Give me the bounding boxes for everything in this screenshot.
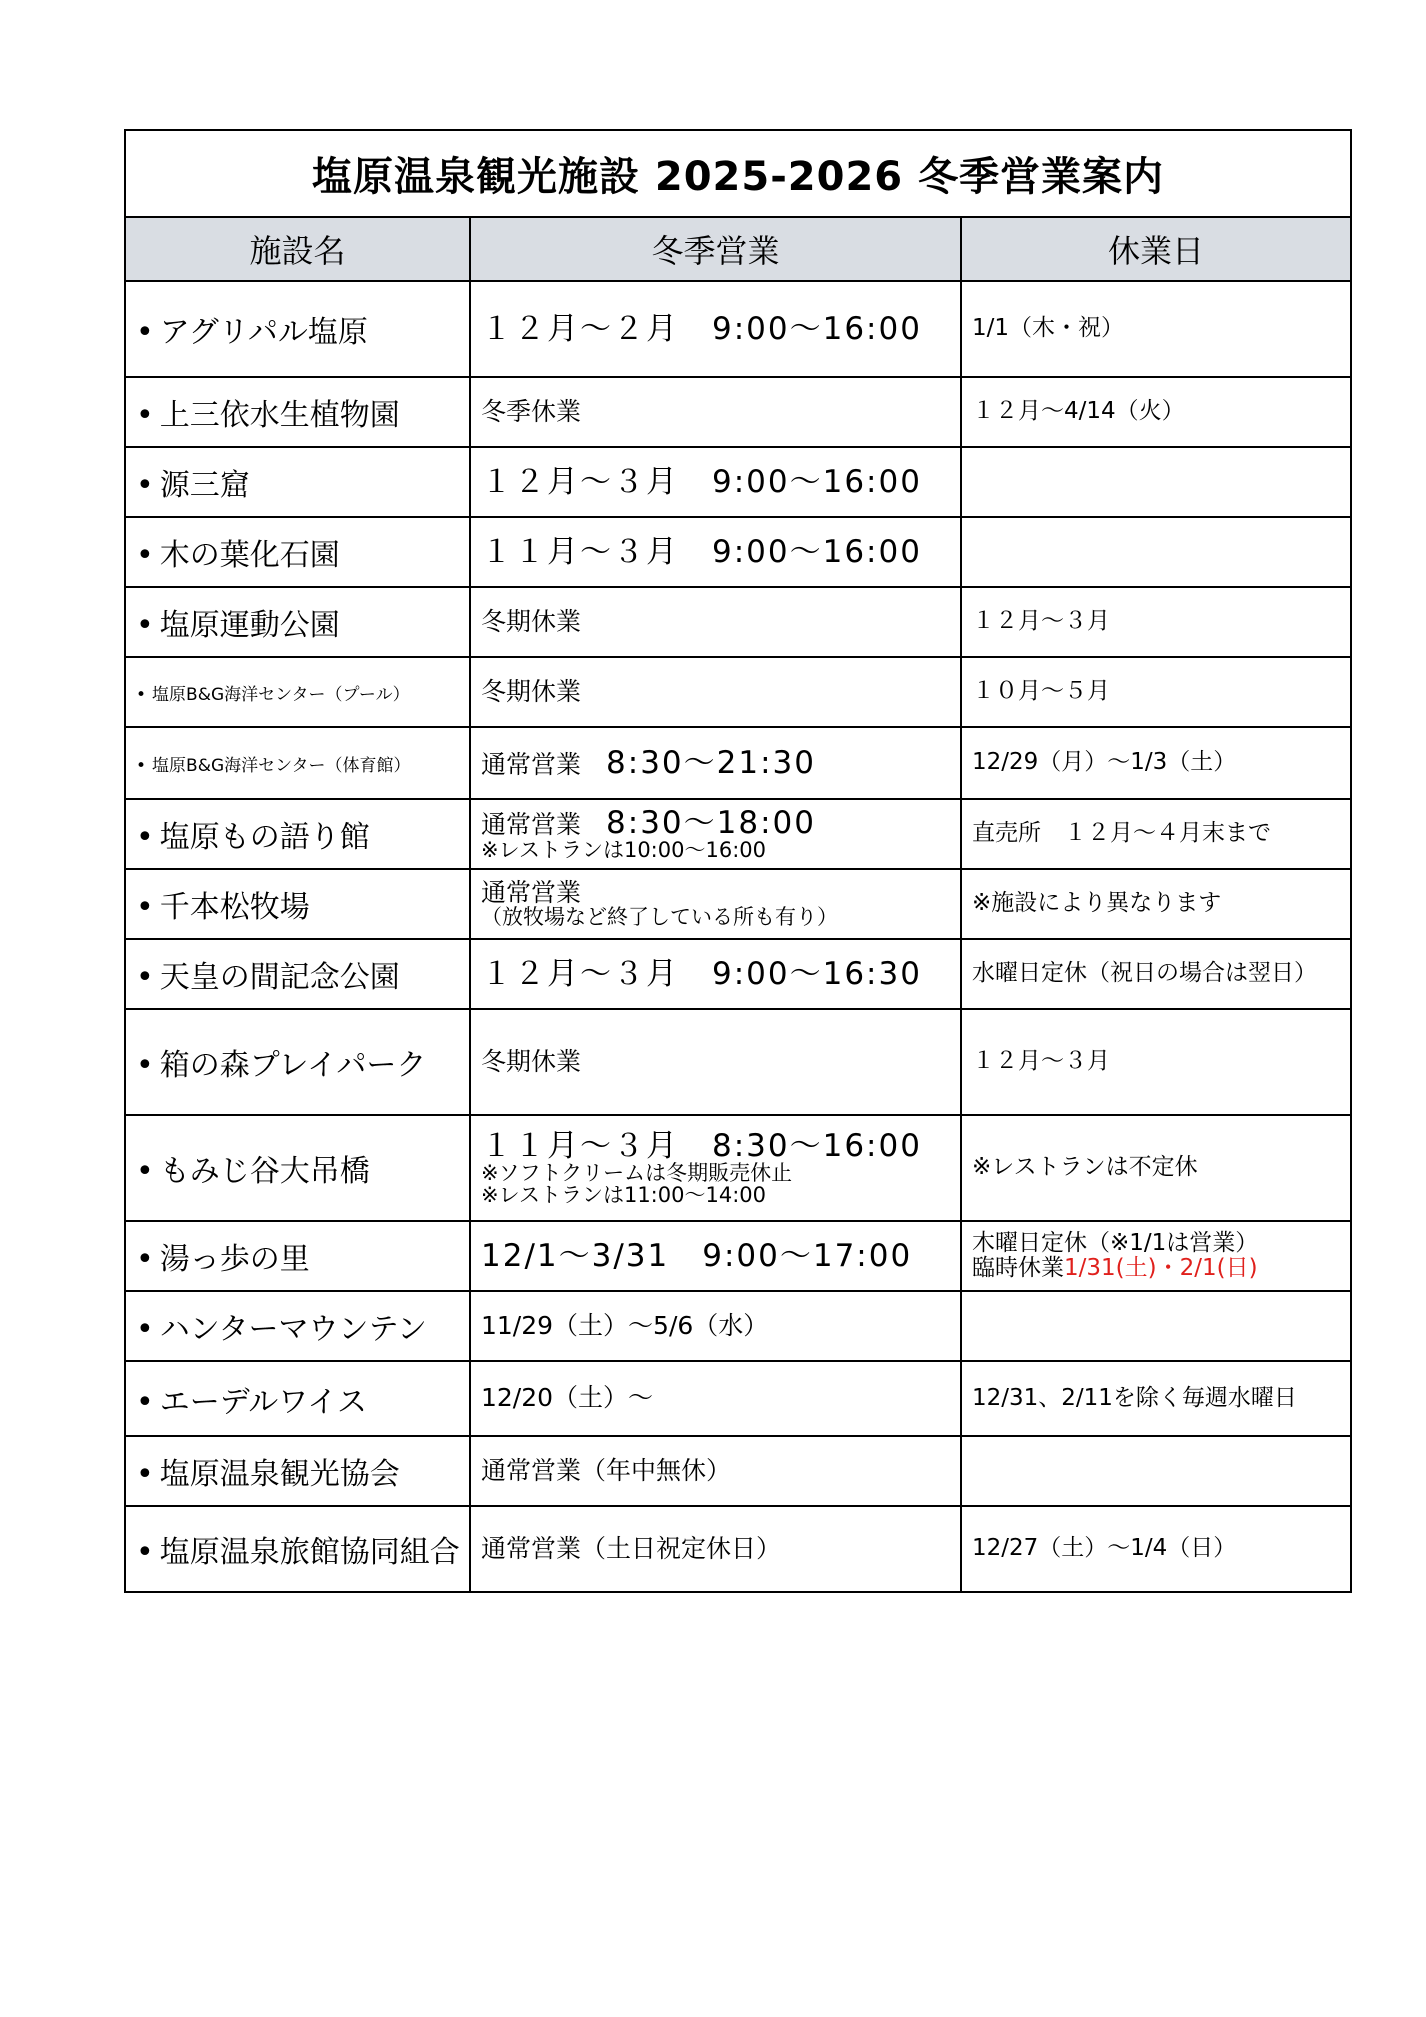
winter-hours-cell <box>470 517 961 587</box>
facility-name-cell <box>125 1221 470 1291</box>
closed-days-cell <box>961 727 1351 799</box>
winter-status: 冬期休業 <box>481 676 582 706</box>
facility-name: 塩原B&G海洋センター（プール） <box>152 684 410 705</box>
table-row <box>125 447 1351 517</box>
facility-name: 上三依水生植物園 <box>159 398 400 433</box>
closed-days-cell <box>961 869 1351 939</box>
winter-hours-cell <box>470 799 961 869</box>
closed-days: 12/31、2/11を除く毎週水曜日 <box>972 1384 1297 1411</box>
bullet-icon: • <box>136 820 154 855</box>
closed-days-cell <box>961 1009 1351 1115</box>
closed-days-cell <box>961 447 1351 517</box>
winter-hours: １２月～３月 9:00～16:00 <box>481 463 922 500</box>
facility-name: アグリパル塩原 <box>159 315 368 350</box>
winter-hours-cell <box>470 727 961 799</box>
winter-status: 通常営業 <box>481 877 582 907</box>
winter-hours-cell <box>470 447 961 517</box>
facility-name: 箱の森プレイパーク <box>159 1048 427 1083</box>
closed-days: １２月～３月 <box>972 608 1110 635</box>
closed-days: 直売所 １２月～４月末まで <box>972 820 1271 847</box>
closed-days-cell <box>961 517 1351 587</box>
bullet-icon: • <box>136 1154 154 1189</box>
bullet-icon: • <box>136 1535 154 1570</box>
winter-hours-cell <box>470 1436 961 1506</box>
hours-note: （放牧場など終了している所も有り） <box>481 905 838 930</box>
bullet-icon: • <box>136 608 154 643</box>
facility-name: 湯っ歩の里 <box>159 1242 310 1277</box>
temporary-closure-dates: 1/31(土)・2/1(日) <box>1064 1255 1258 1281</box>
winter-status: 通常営業 <box>481 809 582 839</box>
facility-name: 塩原もの語り館 <box>159 820 370 855</box>
winter-status: 通常営業 <box>481 749 582 779</box>
table-row <box>125 1436 1351 1506</box>
table-row <box>125 1361 1351 1436</box>
closed-days-cell <box>961 939 1351 1009</box>
closed-days: １２月～３月 <box>972 1048 1110 1075</box>
table-row <box>125 657 1351 727</box>
winter-status: 冬季休業 <box>481 396 582 426</box>
closed-days: 12/29（月）～1/3（土） <box>972 749 1237 776</box>
facility-name: 塩原運動公園 <box>159 608 340 643</box>
facility-name: エーデルワイス <box>159 1384 368 1420</box>
winter-hours: 8:30～18:00 <box>606 804 816 841</box>
table-row <box>125 869 1351 939</box>
winter-status: 通常営業（年中無休） <box>481 1455 732 1485</box>
closed-days-cell <box>961 281 1351 377</box>
bullet-icon: • <box>136 755 147 776</box>
bullet-icon: • <box>136 1457 154 1492</box>
winter-hours-cell <box>470 1221 961 1291</box>
bullet-icon: • <box>136 538 154 573</box>
header-row <box>125 217 1351 281</box>
winter-hours: １２月～３月 9:00～16:30 <box>481 955 922 992</box>
facility-name: 塩原温泉観光協会 <box>159 1457 400 1492</box>
bullet-icon: • <box>136 468 154 503</box>
closed-days: 水曜日定休（祝日の場合は翌日） <box>972 960 1317 987</box>
closed-days: 1/1（木・祝） <box>972 315 1125 342</box>
winter-hours-cell <box>470 1291 961 1361</box>
facility-name: 塩原B&G海洋センター（体育館） <box>152 755 411 776</box>
winter-hours-cell <box>470 869 961 939</box>
closed-days-cell <box>961 657 1351 727</box>
closed-days-cell <box>961 1436 1351 1506</box>
closed-days: １０月～５月 <box>972 678 1110 705</box>
winter-status: 通常営業（土日祝定休日） <box>481 1533 782 1563</box>
winter-status: 12/20（土）～ <box>481 1383 654 1413</box>
facility-name-cell <box>125 1436 470 1506</box>
facility-name-cell <box>125 799 470 869</box>
schedule-sheet <box>124 129 1350 1593</box>
facility-name-cell <box>125 281 470 377</box>
bullet-icon: • <box>136 1312 154 1347</box>
table-row <box>125 799 1351 869</box>
winter-hours-cell <box>470 281 961 377</box>
winter-hours-cell <box>470 1009 961 1115</box>
table-row <box>125 1506 1351 1592</box>
bullet-icon: • <box>136 398 154 433</box>
table-row <box>125 517 1351 587</box>
winter-status: 冬期休業 <box>481 1046 582 1076</box>
facility-name-cell <box>125 517 470 587</box>
closed-days: １２月～4/14（火） <box>972 398 1185 425</box>
facility-name-cell <box>125 1291 470 1361</box>
table-row <box>125 377 1351 447</box>
facility-name-cell <box>125 1009 470 1115</box>
facility-name-cell <box>125 377 470 447</box>
facility-name: 天皇の間記念公園 <box>159 960 400 995</box>
closed-days: 12/27（土）～1/4（日） <box>972 1535 1237 1562</box>
bullet-icon: • <box>136 1384 154 1420</box>
facility-name: 塩原温泉旅館協同組合 <box>159 1535 460 1570</box>
table-row <box>125 1009 1351 1115</box>
hours-note: ※レストランは11:00～14:00 <box>481 1183 767 1208</box>
facility-rows <box>125 281 1351 1592</box>
closed-days-cell <box>961 1115 1351 1221</box>
closed-days-cell <box>961 587 1351 657</box>
winter-hours: 8:30～21:30 <box>606 744 816 781</box>
facility-name-cell <box>125 657 470 727</box>
header-facility: 施設名 <box>125 217 470 281</box>
temporary-closure-label: 臨時休業 <box>972 1255 1064 1281</box>
facility-name-cell <box>125 727 470 799</box>
closed-days-cell <box>961 1506 1351 1592</box>
header-winter-hours: 冬季営業 <box>470 217 961 281</box>
winter-hours-cell <box>470 657 961 727</box>
winter-hours: １１月～３月 8:30～16:00 <box>481 1127 922 1164</box>
facility-name-cell <box>125 939 470 1009</box>
facility-name-cell <box>125 869 470 939</box>
facility-name: 千本松牧場 <box>159 890 310 925</box>
facility-name: 源三窟 <box>159 468 250 503</box>
winter-hours: 12/1～3/31 9:00～17:00 <box>481 1237 913 1274</box>
facility-name-cell <box>125 1506 470 1592</box>
facility-name: もみじ谷大吊橋 <box>159 1154 370 1189</box>
closed-days: 木曜日定休（※1/1は営業） <box>972 1229 1259 1256</box>
winter-hours-cell <box>470 1115 961 1221</box>
winter-hours-cell <box>470 377 961 447</box>
closed-days: ※レストランは不定休 <box>972 1154 1198 1181</box>
table-row <box>125 727 1351 799</box>
winter-hours-cell <box>470 587 961 657</box>
table-row <box>125 1115 1351 1221</box>
bullet-icon: • <box>136 960 154 995</box>
bullet-icon: • <box>136 684 147 705</box>
winter-status: 11/29（土）～5/6（水） <box>481 1310 769 1340</box>
facility-name-cell <box>125 587 470 657</box>
closed-days-cell <box>961 377 1351 447</box>
closed-days-cell <box>961 1361 1351 1436</box>
table-row <box>125 1221 1351 1291</box>
page-title: 塩原温泉観光施設 2025-2026 冬季営業案内 <box>125 130 1351 217</box>
bullet-icon: • <box>136 315 154 350</box>
closed-days-cell <box>961 1291 1351 1361</box>
winter-hours-cell <box>470 1361 961 1436</box>
bullet-icon: • <box>136 1242 154 1277</box>
facility-name-cell <box>125 1361 470 1436</box>
facility-name-cell <box>125 447 470 517</box>
table-row <box>125 939 1351 1009</box>
winter-hours-cell <box>470 939 961 1009</box>
closed-days-cell <box>961 1221 1351 1291</box>
bullet-icon: • <box>136 890 154 925</box>
bullet-icon: • <box>136 1048 154 1083</box>
closed-days: ※施設により異なります <box>972 890 1222 917</box>
hours-note: ※レストランは10:00～16:00 <box>481 838 767 863</box>
facility-name-cell <box>125 1115 470 1221</box>
winter-hours: １２月～２月 9:00～16:00 <box>481 310 922 347</box>
facility-name: ハンターマウンテン <box>159 1312 428 1347</box>
closed-days-cell <box>961 799 1351 869</box>
facility-name: 木の葉化石園 <box>159 538 340 573</box>
table-row <box>125 587 1351 657</box>
winter-hours-cell <box>470 1506 961 1592</box>
winter-status: 冬期休業 <box>481 606 582 636</box>
winter-hours: １１月～３月 9:00～16:00 <box>481 533 922 570</box>
hours-note: ※ソフトクリームは冬期販売休止 <box>481 1161 793 1186</box>
schedule-table <box>124 129 1352 1593</box>
table-row <box>125 281 1351 377</box>
header-closed-days: 休業日 <box>961 217 1351 281</box>
table-row <box>125 1291 1351 1361</box>
